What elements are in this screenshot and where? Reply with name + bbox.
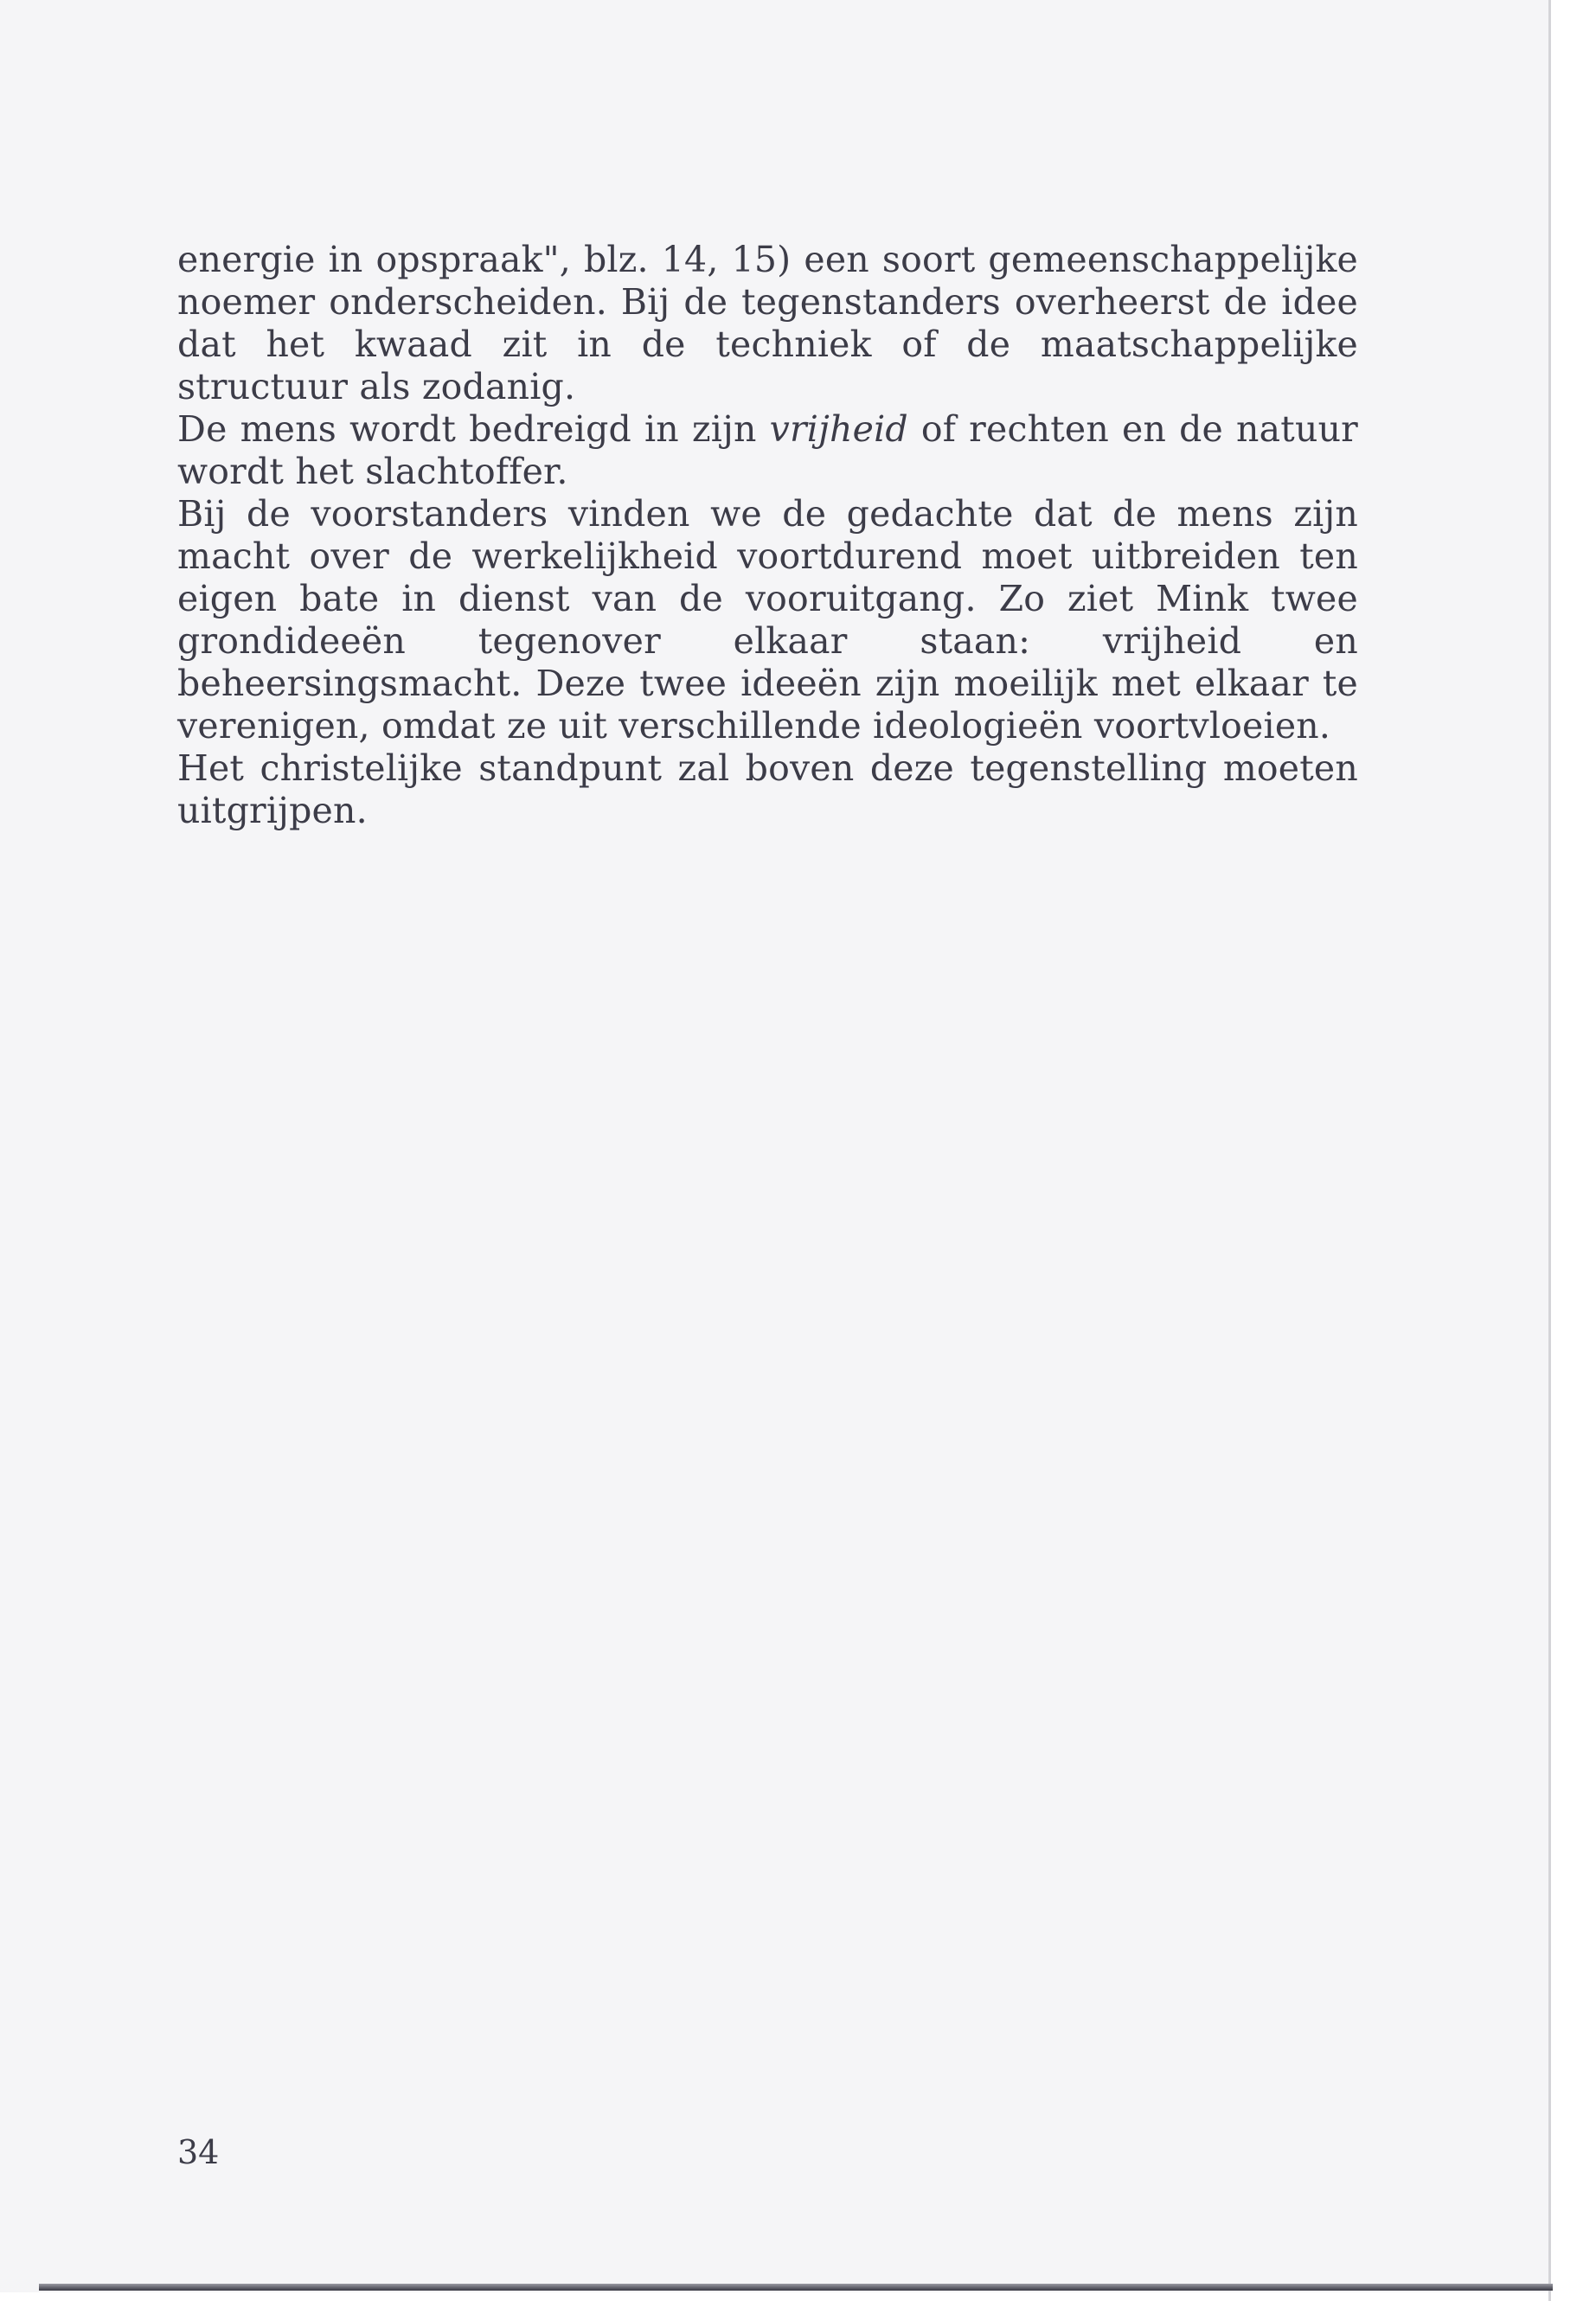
paragraph-3: Bij de voorstanders vinden we de gedachte dat de mens zijn macht over de werkelijkheid voortdurend moet uitbreiden ten eigen bate in dienst van de vooruitgang. Zo ziet Mink twee grondideeën tegenover elkaar staan: vrijheid en beheersingsmacht. Deze twee ideeën zijn moeilijk met elkaar te verenigen, omdat ze uit verschillende ideologieën voortvloeien. <box>177 493 1358 747</box>
paragraph-2-start: De mens wordt bedreigd in zijn <box>177 408 770 450</box>
body-text <box>177 239 1358 832</box>
page-edge-bottom <box>39 2284 1553 2291</box>
page-number: 34 <box>177 2133 220 2171</box>
page-edge-right <box>1548 0 1596 2301</box>
paragraph-2 <box>177 408 1358 493</box>
paragraph-4: Het christelijke standpunt zal boven deze tegenstelling moeten uitgrijpen. <box>177 747 1358 831</box>
paragraph-2-end: of rechten en de natuur wordt het slachtoffer. <box>177 408 1358 492</box>
paragraph-1: energie in opspraak", blz. 14, 15) een soort gemeenschappelijke noemer onderscheiden. Bij de tegenstanders overheerst de idee dat het kwaad zit in de techniek of de maatschappelijke structuur als zodanig. <box>177 239 1358 407</box>
emphasis-vrijheid: vrijheid <box>769 408 908 450</box>
